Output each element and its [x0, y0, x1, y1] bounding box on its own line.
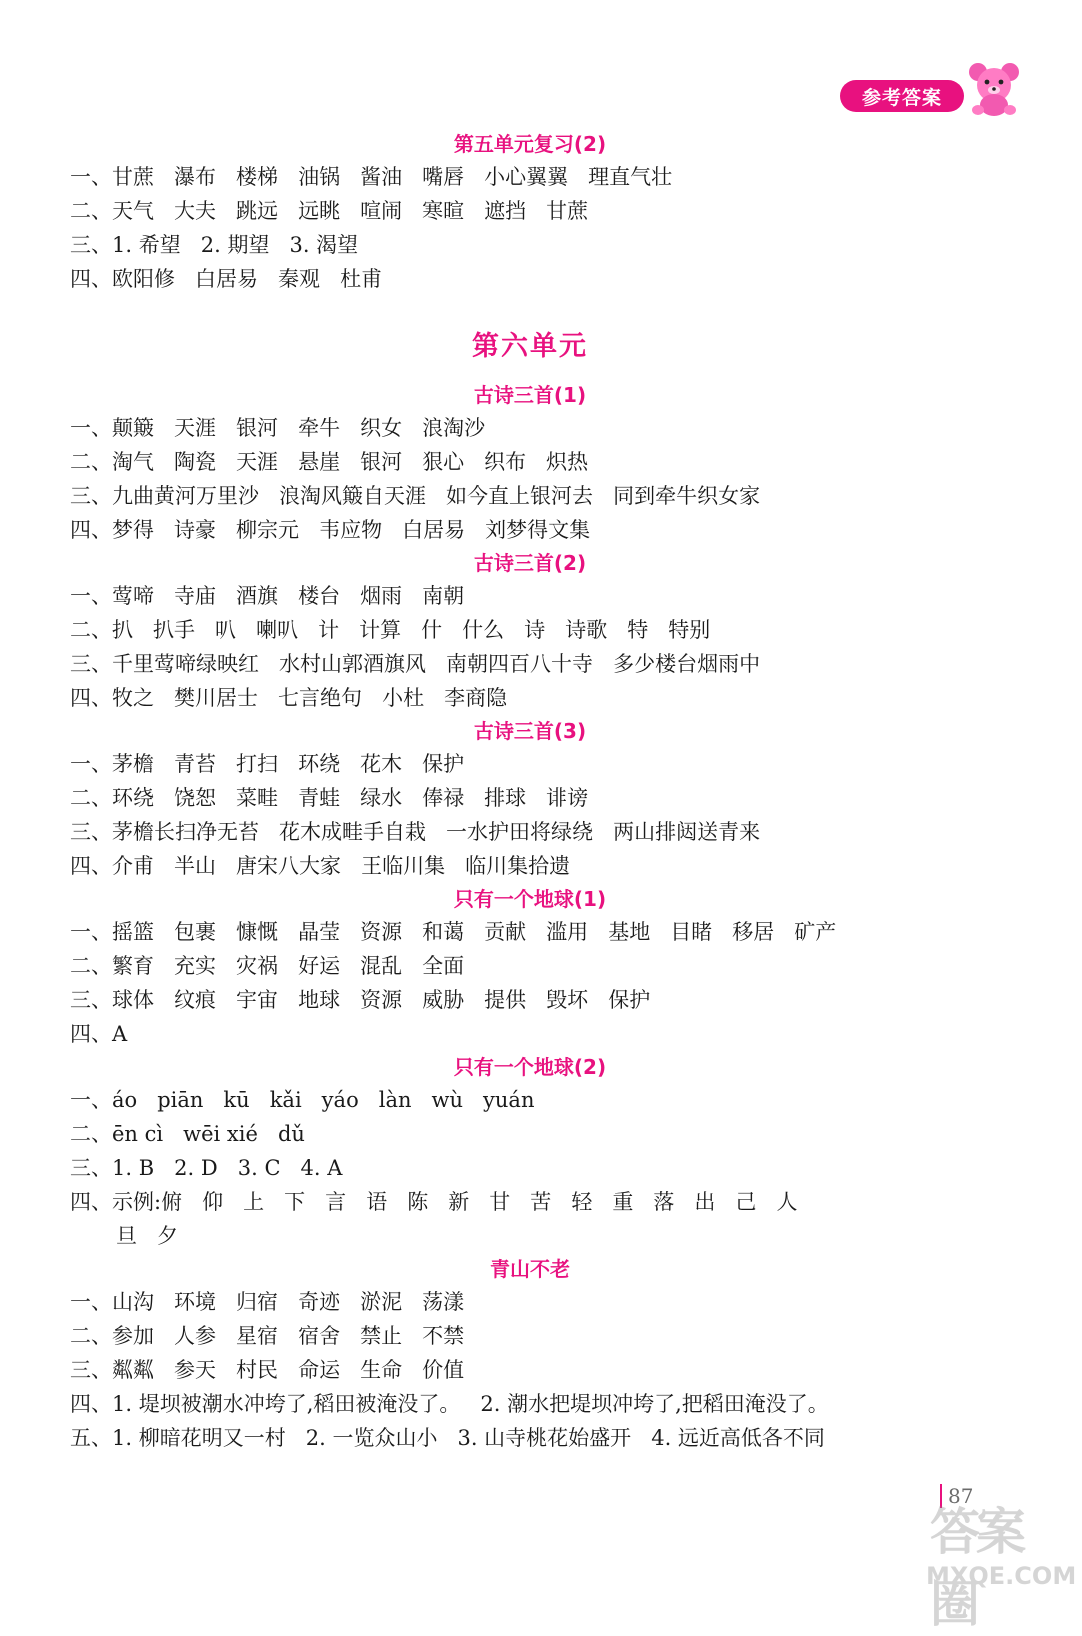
- answer-line: 四、欧阳修 白居易 秦观 杜甫: [70, 267, 383, 291]
- answer-line: 四、介甫 半山 唐宋八大家 王临川集 临川集拾遗: [70, 854, 571, 878]
- teddy-bear-icon: [964, 60, 1024, 118]
- section-block: [70, 128, 990, 296]
- section-block: [70, 1253, 990, 1455]
- answer-line: 二、ēn cì wēi xié dǔ: [70, 1122, 305, 1146]
- section-title: 只有一个地球(1): [453, 887, 607, 911]
- answer-line: 五、1. 柳暗花明又一村 2. 一览众山小 3. 山寺桃花始盛开 4. 远近高低各不同: [70, 1426, 825, 1450]
- answer-line: 四、梦得 诗豪 柳宗元 韦应物 白居易 刘梦得文集: [70, 518, 591, 542]
- answer-line: 四、A: [70, 1022, 128, 1046]
- answer-line: 三、粼粼 参天 村民 命运 生命 价值: [70, 1358, 465, 1382]
- answer-line: 四、1. 堤坝被潮水冲垮了,稻田被淹没了。 2. 潮水把堤坝冲垮了,把稻田淹没了。: [70, 1392, 829, 1416]
- section-block: [70, 1051, 990, 1253]
- page-number: 87: [940, 1484, 973, 1508]
- answer-line: 四、牧之 樊川居士 七言绝句 小杜 李商隐: [70, 686, 508, 710]
- unit-title: 第六单元: [472, 331, 588, 362]
- unit-block: [70, 324, 990, 363]
- section-block: [70, 547, 990, 715]
- section-block: [70, 715, 990, 883]
- section-title: 古诗三首(2): [473, 551, 587, 575]
- answer-line: 三、球体 纹痕 宇宙 地球 资源 威胁 提供 毁坏 保护: [70, 988, 651, 1012]
- answer-badge: 参考答案: [840, 80, 964, 112]
- answer-content: [70, 128, 990, 1455]
- section-title: 青山不老: [490, 1257, 570, 1281]
- answer-line: 四、示例:俯 仰 上 下 言 语 陈 新 甘 苦 轻 重 落 出 己 人: [70, 1190, 798, 1214]
- section-block: [70, 379, 990, 547]
- answer-line: 二、扒 扒手 叭 喇叭 计 计算 什 什么 诗 诗歌 特 特别: [70, 618, 711, 642]
- answer-line: 二、淘气 陶瓷 天涯 悬崖 银河 狠心 织布 炽热: [70, 450, 589, 474]
- answer-line: 三、九曲黄河万里沙 浪淘风簸自天涯 如今直上银河去 同到牵牛织女家: [70, 484, 761, 508]
- answer-line: 一、茅檐 青苔 打扫 环绕 花木 保护: [70, 752, 465, 776]
- section-title: 第五单元复习(2): [453, 132, 607, 156]
- answer-line: 二、环绕 饶恕 菜畦 青蛙 绿水 俸禄 排球 诽谤: [70, 786, 589, 810]
- answer-line: 一、甘蔗 瀑布 楼梯 油锅 酱油 嘴唇 小心翼翼 理直气壮: [70, 165, 673, 189]
- answer-line: 一、莺啼 寺庙 酒旗 楼台 烟雨 南朝: [70, 584, 465, 608]
- answer-line: 一、áo piān kū kǎi yáo làn wù yuán: [70, 1088, 535, 1112]
- answer-line: 二、繁育 充实 灾祸 好运 混乱 全面: [70, 954, 465, 978]
- answer-line: 三、茅檐长扫净无苔 花木成畦手自栽 一水护田将绿绕 两山排闼送青来: [70, 820, 761, 844]
- section-title: 古诗三首(1): [473, 383, 587, 407]
- answer-line: 三、千里莺啼绿映红 水村山郭酒旗风 南朝四百八十寺 多少楼台烟雨中: [70, 652, 761, 676]
- answer-line: 一、摇篮 包裹 慷慨 晶莹 资源 和蔼 贡献 滥用 基地 目睹 移居 矿产: [70, 920, 837, 944]
- answer-line: 三、1. 希望 2. 期望 3. 渴望: [70, 233, 359, 257]
- section-block: [70, 883, 990, 1051]
- answer-line: 一、颠簸 天涯 银河 牵牛 织女 浪淘沙: [70, 416, 486, 440]
- answer-line: 旦 夕: [116, 1224, 179, 1248]
- site-watermark: 答案圈 MXQE.COM: [926, 1503, 1077, 1633]
- section-title: 古诗三首(3): [473, 719, 587, 743]
- answer-line: 三、1. B 2. D 3. C 4. A: [70, 1156, 343, 1180]
- answer-line: 一、山沟 环境 归宿 奇迹 淤泥 荡漾: [70, 1290, 465, 1314]
- answer-line: 二、天气 大夫 跳远 远眺 喧闹 寒暄 遮挡 甘蔗: [70, 199, 589, 223]
- answer-line: 二、参加 人参 星宿 宿舍 禁止 不禁: [70, 1324, 465, 1348]
- section-title: 只有一个地球(2): [453, 1055, 607, 1079]
